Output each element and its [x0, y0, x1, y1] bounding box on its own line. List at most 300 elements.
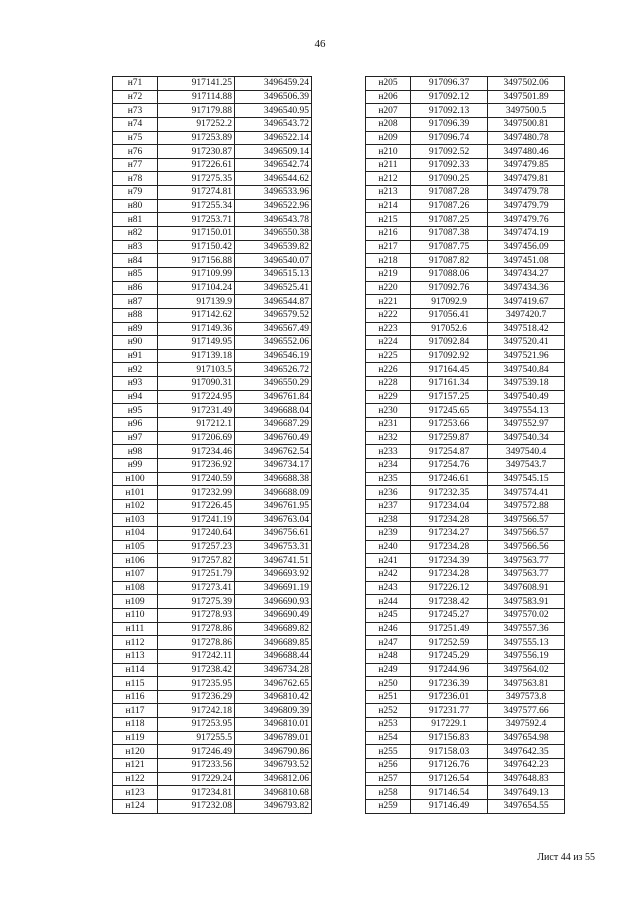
x-coordinate-cell: 917257.23: [158, 540, 235, 554]
y-coordinate-cell: 3497540.34: [488, 431, 565, 445]
point-id-cell: н257: [366, 772, 411, 786]
table-row: [113, 418, 312, 432]
point-id-cell: н223: [366, 322, 411, 336]
y-coordinate-cell: 3497479.78: [488, 186, 565, 200]
y-coordinate-cell: 3496761.95: [235, 499, 312, 513]
y-coordinate-cell: 3496509.14: [235, 145, 312, 159]
y-coordinate-cell: 3497500.5: [488, 104, 565, 118]
y-coordinate-cell: 3497419.67: [488, 295, 565, 309]
point-id-cell: н205: [366, 77, 411, 91]
point-id-cell: н239: [366, 527, 411, 541]
x-coordinate-cell: 917253.89: [158, 131, 235, 145]
x-coordinate-cell: 917092.9: [411, 295, 488, 309]
y-coordinate-cell: 3497556.19: [488, 649, 565, 663]
y-coordinate-cell: 3497592.4: [488, 718, 565, 732]
point-id-cell: н225: [366, 349, 411, 363]
x-coordinate-cell: 917232.08: [158, 799, 235, 813]
table-row: [366, 377, 565, 391]
table-row: [366, 199, 565, 213]
table-row: [113, 704, 312, 718]
y-coordinate-cell: 3496525.41: [235, 281, 312, 295]
x-coordinate-cell: 917234.28: [411, 540, 488, 554]
y-coordinate-cell: 3496688.38: [235, 472, 312, 486]
point-id-cell: н209: [366, 131, 411, 145]
point-id-cell: н92: [113, 363, 158, 377]
x-coordinate-cell: 917092.33: [411, 158, 488, 172]
point-id-cell: н124: [113, 799, 158, 813]
y-coordinate-cell: 3496793.52: [235, 759, 312, 773]
x-coordinate-cell: 917233.56: [158, 759, 235, 773]
point-id-cell: н218: [366, 254, 411, 268]
x-coordinate-cell: 917090.31: [158, 377, 235, 391]
x-coordinate-cell: 917234.39: [411, 554, 488, 568]
table-row: [113, 267, 312, 281]
page-number: 46: [314, 38, 326, 50]
table-row: [366, 499, 565, 513]
y-coordinate-cell: 3497434.27: [488, 267, 565, 281]
x-coordinate-cell: 917246.49: [158, 745, 235, 759]
x-coordinate-cell: 917114.88: [158, 90, 235, 104]
point-id-cell: н235: [366, 472, 411, 486]
table-row: [113, 690, 312, 704]
point-id-cell: н238: [366, 513, 411, 527]
x-coordinate-cell: 917278.86: [158, 622, 235, 636]
point-id-cell: н97: [113, 431, 158, 445]
y-coordinate-cell: 3497480.46: [488, 145, 565, 159]
y-coordinate-cell: 3496690.93: [235, 595, 312, 609]
x-coordinate-cell: 917087.28: [411, 186, 488, 200]
point-id-cell: н71: [113, 77, 158, 91]
y-coordinate-cell: 3496760.49: [235, 431, 312, 445]
y-coordinate-cell: 3497543.7: [488, 458, 565, 472]
point-id-cell: н229: [366, 390, 411, 404]
point-id-cell: н254: [366, 731, 411, 745]
point-id-cell: н88: [113, 308, 158, 322]
point-id-cell: н86: [113, 281, 158, 295]
point-id-cell: н232: [366, 431, 411, 445]
x-coordinate-cell: 917234.28: [411, 513, 488, 527]
table-row: [113, 431, 312, 445]
x-coordinate-cell: 917234.04: [411, 499, 488, 513]
x-coordinate-cell: 917278.93: [158, 608, 235, 622]
table-row: [113, 131, 312, 145]
table-row: [113, 718, 312, 732]
point-id-cell: н78: [113, 172, 158, 186]
x-coordinate-cell: 917231.77: [411, 704, 488, 718]
x-coordinate-cell: 917109.99: [158, 267, 235, 281]
y-coordinate-cell: 3496506.39: [235, 90, 312, 104]
point-id-cell: н120: [113, 745, 158, 759]
y-coordinate-cell: 3497566.57: [488, 513, 565, 527]
y-coordinate-cell: 3497554.13: [488, 404, 565, 418]
table-row: [366, 172, 565, 186]
x-coordinate-cell: 917245.29: [411, 649, 488, 663]
y-coordinate-cell: 3496539.82: [235, 240, 312, 254]
point-id-cell: н234: [366, 458, 411, 472]
x-coordinate-cell: 917255.5: [158, 731, 235, 745]
x-coordinate-cell: 917244.96: [411, 663, 488, 677]
y-coordinate-cell: 3496515.13: [235, 267, 312, 281]
coordinates-table-left: [112, 76, 312, 814]
table-row: [113, 636, 312, 650]
point-id-cell: н211: [366, 158, 411, 172]
y-coordinate-cell: 3496579.52: [235, 308, 312, 322]
y-coordinate-cell: 3497563.81: [488, 677, 565, 691]
point-id-cell: н250: [366, 677, 411, 691]
table-row: [366, 90, 565, 104]
point-id-cell: н96: [113, 418, 158, 432]
y-coordinate-cell: 3497654.55: [488, 799, 565, 813]
table-row: [366, 636, 565, 650]
point-id-cell: н112: [113, 636, 158, 650]
table-row: [366, 486, 565, 500]
point-id-cell: н240: [366, 540, 411, 554]
y-coordinate-cell: 3496550.38: [235, 227, 312, 241]
table-row: [113, 595, 312, 609]
point-id-cell: н122: [113, 772, 158, 786]
x-coordinate-cell: 917242.18: [158, 704, 235, 718]
point-id-cell: н114: [113, 663, 158, 677]
point-id-cell: н251: [366, 690, 411, 704]
y-coordinate-cell: 3496688.44: [235, 649, 312, 663]
x-coordinate-cell: 917275.35: [158, 172, 235, 186]
point-id-cell: н93: [113, 377, 158, 391]
x-coordinate-cell: 917092.76: [411, 281, 488, 295]
x-coordinate-cell: 917156.88: [158, 254, 235, 268]
x-coordinate-cell: 917253.71: [158, 213, 235, 227]
table-row: [113, 581, 312, 595]
table-row: [366, 731, 565, 745]
table-row: [366, 404, 565, 418]
x-coordinate-cell: 917238.42: [411, 595, 488, 609]
table-row: [366, 690, 565, 704]
x-coordinate-cell: 917259.87: [411, 431, 488, 445]
table-row: [366, 213, 565, 227]
point-id-cell: н224: [366, 336, 411, 350]
point-id-cell: н119: [113, 731, 158, 745]
x-coordinate-cell: 917087.26: [411, 199, 488, 213]
table-row: [113, 145, 312, 159]
x-coordinate-cell: 917161.34: [411, 377, 488, 391]
y-coordinate-cell: 3496690.49: [235, 608, 312, 622]
x-coordinate-cell: 917224.95: [158, 390, 235, 404]
x-coordinate-cell: 917245.27: [411, 608, 488, 622]
y-coordinate-cell: 3497563.77: [488, 554, 565, 568]
x-coordinate-cell: 917234.27: [411, 527, 488, 541]
table-row: [113, 377, 312, 391]
table-row: [113, 308, 312, 322]
point-id-cell: н77: [113, 158, 158, 172]
y-coordinate-cell: 3496762.54: [235, 445, 312, 459]
y-coordinate-cell: 3497545.15: [488, 472, 565, 486]
y-coordinate-cell: 3497572.88: [488, 499, 565, 513]
table-row: [113, 240, 312, 254]
x-coordinate-cell: 917246.61: [411, 472, 488, 486]
y-coordinate-cell: 3496552.06: [235, 336, 312, 350]
y-coordinate-cell: 3496540.07: [235, 254, 312, 268]
y-coordinate-cell: 3496688.04: [235, 404, 312, 418]
x-coordinate-cell: 917251.79: [158, 568, 235, 582]
x-coordinate-cell: 917141.25: [158, 77, 235, 91]
x-coordinate-cell: 917156.83: [411, 731, 488, 745]
point-id-cell: н121: [113, 759, 158, 773]
x-coordinate-cell: 917126.54: [411, 772, 488, 786]
x-coordinate-cell: 917226.45: [158, 499, 235, 513]
point-id-cell: н247: [366, 636, 411, 650]
table-row: [113, 281, 312, 295]
point-id-cell: н98: [113, 445, 158, 459]
y-coordinate-cell: 3497456.09: [488, 240, 565, 254]
x-coordinate-cell: 917274.81: [158, 186, 235, 200]
y-coordinate-cell: 3497608.91: [488, 581, 565, 595]
point-id-cell: н102: [113, 499, 158, 513]
x-coordinate-cell: 917088.06: [411, 267, 488, 281]
y-coordinate-cell: 3497479.79: [488, 199, 565, 213]
y-coordinate-cell: 3496789.01: [235, 731, 312, 745]
x-coordinate-cell: 917158.03: [411, 745, 488, 759]
table-row: [113, 540, 312, 554]
y-coordinate-cell: 3497540.84: [488, 363, 565, 377]
x-coordinate-cell: 917087.38: [411, 227, 488, 241]
point-id-cell: н106: [113, 554, 158, 568]
x-coordinate-cell: 917254.76: [411, 458, 488, 472]
x-coordinate-cell: 917242.11: [158, 649, 235, 663]
table-row: [366, 145, 565, 159]
table-row: [113, 458, 312, 472]
x-coordinate-cell: 917275.39: [158, 595, 235, 609]
y-coordinate-cell: 3497502.06: [488, 77, 565, 91]
point-id-cell: н115: [113, 677, 158, 691]
y-coordinate-cell: 3497555.13: [488, 636, 565, 650]
point-id-cell: н75: [113, 131, 158, 145]
y-coordinate-cell: 3496567.49: [235, 322, 312, 336]
point-id-cell: н111: [113, 622, 158, 636]
point-id-cell: н248: [366, 649, 411, 663]
x-coordinate-cell: 917212.1: [158, 418, 235, 432]
y-coordinate-cell: 3497563.77: [488, 568, 565, 582]
x-coordinate-cell: 917104.24: [158, 281, 235, 295]
table-row: [113, 745, 312, 759]
table-row: [366, 77, 565, 91]
y-coordinate-cell: 3496691.19: [235, 581, 312, 595]
x-coordinate-cell: 917236.01: [411, 690, 488, 704]
point-id-cell: н76: [113, 145, 158, 159]
point-id-cell: н104: [113, 527, 158, 541]
point-id-cell: н117: [113, 704, 158, 718]
x-coordinate-cell: 917087.82: [411, 254, 488, 268]
y-coordinate-cell: 3496546.19: [235, 349, 312, 363]
y-coordinate-cell: 3497583.91: [488, 595, 565, 609]
x-coordinate-cell: 917090.25: [411, 172, 488, 186]
table-row: [113, 404, 312, 418]
point-id-cell: н230: [366, 404, 411, 418]
x-coordinate-cell: 917278.86: [158, 636, 235, 650]
table-row: [366, 267, 565, 281]
y-coordinate-cell: 3496526.72: [235, 363, 312, 377]
point-id-cell: н208: [366, 117, 411, 131]
table-row: [366, 759, 565, 773]
table-row: [366, 581, 565, 595]
table-row: [366, 554, 565, 568]
x-coordinate-cell: 917252.59: [411, 636, 488, 650]
x-coordinate-cell: 917253.66: [411, 418, 488, 432]
point-id-cell: н246: [366, 622, 411, 636]
x-coordinate-cell: 917235.95: [158, 677, 235, 691]
point-id-cell: н83: [113, 240, 158, 254]
point-id-cell: н118: [113, 718, 158, 732]
y-coordinate-cell: 3497539.18: [488, 377, 565, 391]
y-coordinate-cell: 3496809.39: [235, 704, 312, 718]
table-row: [113, 445, 312, 459]
y-coordinate-cell: 3497479.85: [488, 158, 565, 172]
x-coordinate-cell: 917087.25: [411, 213, 488, 227]
y-coordinate-cell: 3496550.29: [235, 377, 312, 391]
y-coordinate-cell: 3497552.97: [488, 418, 565, 432]
table-row: [366, 677, 565, 691]
table-row: [113, 186, 312, 200]
y-coordinate-cell: 3496761.84: [235, 390, 312, 404]
table-row: [366, 227, 565, 241]
x-coordinate-cell: 917257.82: [158, 554, 235, 568]
table-row: [366, 649, 565, 663]
x-coordinate-cell: 917251.49: [411, 622, 488, 636]
table-row: [113, 295, 312, 309]
table-row: [366, 336, 565, 350]
table-row: [113, 759, 312, 773]
table-row: [113, 786, 312, 800]
table-row: [366, 540, 565, 554]
point-id-cell: н228: [366, 377, 411, 391]
table-row: [366, 608, 565, 622]
point-id-cell: н249: [366, 663, 411, 677]
y-coordinate-cell: 3497648.83: [488, 772, 565, 786]
x-coordinate-cell: 917146.54: [411, 786, 488, 800]
point-id-cell: н226: [366, 363, 411, 377]
table-row: [113, 731, 312, 745]
x-coordinate-cell: 917252.2: [158, 117, 235, 131]
table-row: [113, 77, 312, 91]
table-row: [113, 608, 312, 622]
x-coordinate-cell: 917149.95: [158, 336, 235, 350]
table-row: [366, 390, 565, 404]
point-id-cell: н105: [113, 540, 158, 554]
x-coordinate-cell: 917126.76: [411, 759, 488, 773]
y-coordinate-cell: 3497501.89: [488, 90, 565, 104]
table-row: [113, 336, 312, 350]
table-row: [113, 799, 312, 813]
coordinates-table-right: [365, 76, 565, 814]
point-id-cell: н215: [366, 213, 411, 227]
y-coordinate-cell: 3497500.81: [488, 117, 565, 131]
y-coordinate-cell: 3496762.65: [235, 677, 312, 691]
y-coordinate-cell: 3496693.92: [235, 568, 312, 582]
point-id-cell: н95: [113, 404, 158, 418]
table-row: [366, 281, 565, 295]
y-coordinate-cell: 3496734.28: [235, 663, 312, 677]
y-coordinate-cell: 3497642.23: [488, 759, 565, 773]
table-row: [113, 172, 312, 186]
x-coordinate-cell: 917164.45: [411, 363, 488, 377]
y-coordinate-cell: 3497479.81: [488, 172, 565, 186]
point-id-cell: н87: [113, 295, 158, 309]
y-coordinate-cell: 3497566.56: [488, 540, 565, 554]
table-row: [113, 554, 312, 568]
point-id-cell: н74: [113, 117, 158, 131]
point-id-cell: н241: [366, 554, 411, 568]
point-id-cell: н231: [366, 418, 411, 432]
point-id-cell: н113: [113, 649, 158, 663]
x-coordinate-cell: 917254.87: [411, 445, 488, 459]
table-row: [366, 349, 565, 363]
point-id-cell: н110: [113, 608, 158, 622]
y-coordinate-cell: 3496522.96: [235, 199, 312, 213]
y-coordinate-cell: 3497570.02: [488, 608, 565, 622]
x-coordinate-cell: 917149.36: [158, 322, 235, 336]
x-coordinate-cell: 917232.35: [411, 486, 488, 500]
point-id-cell: н221: [366, 295, 411, 309]
x-coordinate-cell: 917236.92: [158, 458, 235, 472]
y-coordinate-cell: 3497480.78: [488, 131, 565, 145]
y-coordinate-cell: 3496790.86: [235, 745, 312, 759]
x-coordinate-cell: 917230.87: [158, 145, 235, 159]
y-coordinate-cell: 3497566.57: [488, 527, 565, 541]
table-row: [366, 431, 565, 445]
x-coordinate-cell: 917092.52: [411, 145, 488, 159]
y-coordinate-cell: 3497474.19: [488, 227, 565, 241]
y-coordinate-cell: 3496810.68: [235, 786, 312, 800]
point-id-cell: н72: [113, 90, 158, 104]
table-row: [366, 295, 565, 309]
y-coordinate-cell: 3496689.82: [235, 622, 312, 636]
point-id-cell: н258: [366, 786, 411, 800]
table-row: [366, 186, 565, 200]
point-id-cell: н222: [366, 308, 411, 322]
table-row: [366, 772, 565, 786]
point-id-cell: н252: [366, 704, 411, 718]
y-coordinate-cell: 3496544.62: [235, 172, 312, 186]
point-id-cell: н259: [366, 799, 411, 813]
x-coordinate-cell: 917150.42: [158, 240, 235, 254]
x-coordinate-cell: 917139.9: [158, 295, 235, 309]
y-coordinate-cell: 3496810.42: [235, 690, 312, 704]
point-id-cell: н123: [113, 786, 158, 800]
table-row: [366, 799, 565, 813]
point-id-cell: н103: [113, 513, 158, 527]
y-coordinate-cell: 3497434.36: [488, 281, 565, 295]
table-row: [113, 254, 312, 268]
point-id-cell: н91: [113, 349, 158, 363]
table-row: [366, 458, 565, 472]
table-row: [113, 349, 312, 363]
y-coordinate-cell: 3497573.8: [488, 690, 565, 704]
y-coordinate-cell: 3497564.02: [488, 663, 565, 677]
table-row: [366, 513, 565, 527]
y-coordinate-cell: 3496812.06: [235, 772, 312, 786]
y-coordinate-cell: 3497540.4: [488, 445, 565, 459]
x-coordinate-cell: 917096.74: [411, 131, 488, 145]
y-coordinate-cell: 3497649.13: [488, 786, 565, 800]
table-row: [366, 158, 565, 172]
table-row: [366, 472, 565, 486]
point-id-cell: н255: [366, 745, 411, 759]
point-id-cell: н236: [366, 486, 411, 500]
point-id-cell: н237: [366, 499, 411, 513]
table-row: [366, 418, 565, 432]
point-id-cell: н79: [113, 186, 158, 200]
table-row: [366, 240, 565, 254]
x-coordinate-cell: 917240.64: [158, 527, 235, 541]
x-coordinate-cell: 917092.84: [411, 336, 488, 350]
